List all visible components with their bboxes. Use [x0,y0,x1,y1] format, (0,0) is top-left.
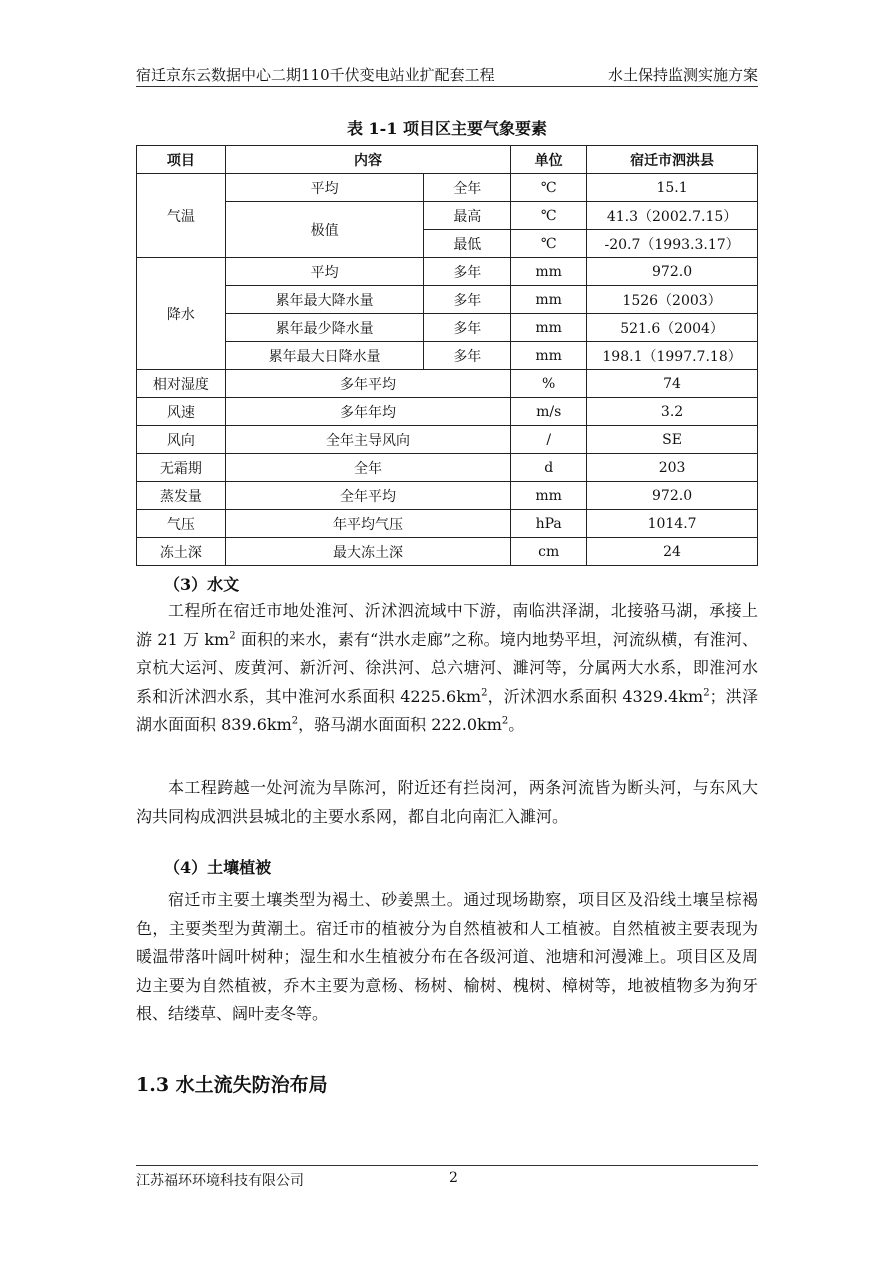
cell-temp-max-unit: ℃ [511,202,587,230]
cell-temp-min-unit: ℃ [511,230,587,258]
cell-temp-min-period: 最低 [424,230,511,258]
cell-temp-ext-label: 极值 [225,202,424,258]
hydrology-text-4: ；洪泽湖水面面积 839.6km [136,686,758,734]
cell-precip-label: 降水 [137,258,226,370]
cell-value: SE [587,426,758,454]
cell-value: 3.2 [587,398,758,426]
col-header-content: 内容 [225,146,510,174]
cell-content: 全年 [225,454,510,482]
table-row [137,426,758,454]
cell-precip-period: 多年 [424,258,511,286]
soil-heading: （4）土壤植被 [164,858,272,877]
cell-temp-min-value: -20.7（1993.3.17） [587,230,758,258]
col-header-item: 项目 [137,146,226,174]
cell-precip-name: 平均 [225,258,424,286]
table-row [137,538,758,566]
table-row [137,258,758,286]
table-row [137,370,758,398]
cell-temp-label: 气温 [137,174,226,258]
cell-precip-unit: mm [511,342,587,370]
cell-precip-period: 多年 [424,342,511,370]
cell-precip-unit: mm [511,258,587,286]
cell-unit: % [511,370,587,398]
table-row [137,202,758,230]
cell-precip-name: 累年最少降水量 [225,314,424,342]
cell-unit: d [511,454,587,482]
table-row [137,510,758,538]
cell-item: 风向 [137,426,226,454]
cell-item: 气压 [137,510,226,538]
cell-content: 多年年均 [225,398,510,426]
cell-content: 多年平均 [225,370,510,398]
hydrology-text-2: 面积的来水，素有“洪水走廊”之称。境内地势平坦，河流纵横，有淮河、京杭大运河、废黄河、新沂河、徐洪河、总六塘河、濉河等，分属两大水系，即淮河水系和沂沭泗水系，其中淮河水系面积 4225.6km [136,629,758,706]
cell-value: 1014.7 [587,510,758,538]
table-row [137,342,758,370]
superscript-2: 2 [481,687,488,699]
table-caption: 表 1-1 项目区主要气象要素 [346,119,548,138]
cell-content: 年平均气压 [225,510,510,538]
cell-value: 24 [587,538,758,566]
cell-unit: hPa [511,510,587,538]
cell-content: 最大冻土深 [225,538,510,566]
cell-precip-period: 多年 [424,314,511,342]
table-row [137,286,758,314]
hydrology-text-5: ，骆马湖水面面积 222.0km [298,715,502,734]
cell-value: 972.0 [587,482,758,510]
cell-content: 全年平均 [225,482,510,510]
header-project-title: 宿迁京东云数据中心二期110千伏变电站业扩配套工程 [136,66,495,84]
hydrology-text-6: 。 [508,715,525,734]
cell-value: 203 [587,454,758,482]
section-heading: 1.3 水土流失防治布局 [136,1074,328,1096]
hydrology-paragraph-2: 本工程跨越一处河流为旱陈河，附近还有拦岗河，两条河流皆为断头河，与东风大沟共同构成泗洪县城北的主要水系网，都自北向南汇入濉河。 [136,778,758,826]
cell-precip-value: 972.0 [587,258,758,286]
col-header-unit: 单位 [511,146,587,174]
table-row [137,398,758,426]
hydrology-text-1: 工程所在宿迁市地处淮河、沂沭泗流域中下游，南临洪泽湖，北接骆马湖，承接上游 21 万 km [136,601,758,649]
superscript-2: 2 [501,715,509,727]
page-header [136,64,758,87]
hydrology-heading: （3）水文 [164,575,240,594]
cell-precip-name: 累年最大降水量 [225,286,424,314]
cell-temp-avg-value: 15.1 [587,174,758,202]
cell-temp-avg-label: 平均 [225,174,424,202]
cell-item: 蒸发量 [137,482,226,510]
soil-paragraph: 宿迁市主要土壤类型为褐土、砂姜黑土。通过现场勘察，项目区及沿线土壤呈棕褐色，主要类型为黄潮土。宿迁市的植被分为自然植被和人工植被。自然植被主要表现为暖温带落叶阔叶树种；湿生和水生植被分布在各级河道、池塘和河漫滩上。项目区及周边主要为自然植被，乔木主要为意杨、杨树、榆树、槐树、樟树等，地被植物多为狗牙根、结缕草、阔叶麦冬等。 [136,890,758,1023]
hydrology-paragraph-1 [136,597,758,740]
cell-value: 74 [587,370,758,398]
superscript-2: 2 [291,715,299,727]
col-header-location: 宿迁市泗洪县 [587,146,758,174]
cell-item: 风速 [137,398,226,426]
cell-temp-max-period: 最高 [424,202,511,230]
cell-precip-value: 1526（2003） [587,286,758,314]
meteorology-table [136,145,758,566]
table-row [137,482,758,510]
cell-precip-period: 多年 [424,286,511,314]
page-footer [136,1165,758,1190]
cell-precip-value: 198.1（1997.7.18） [587,342,758,370]
cell-unit: mm [511,482,587,510]
header-doc-title: 水土保持监测实施方案 [607,66,758,84]
page-number: 2 [449,1170,458,1186]
cell-precip-unit: mm [511,314,587,342]
table-row [137,174,758,202]
cell-temp-avg-period: 全年 [424,174,511,202]
superscript-2: 2 [703,687,710,699]
hydrology-text-3: ，沂沭泗水系面积 4329.4km [487,686,704,706]
superscript-2: 2 [229,630,236,642]
cell-precip-value: 521.6（2004） [587,314,758,342]
cell-unit: m/s [511,398,587,426]
cell-item: 相对湿度 [137,370,226,398]
table-row [137,454,758,482]
cell-temp-avg-unit: ℃ [511,174,587,202]
cell-precip-unit: mm [511,286,587,314]
cell-unit: cm [511,538,587,566]
cell-content: 全年主导风向 [225,426,510,454]
cell-precip-name: 累年最大日降水量 [225,342,424,370]
cell-temp-max-value: 41.3（2002.7.15） [587,202,758,230]
cell-item: 无霜期 [137,454,226,482]
table-row [137,314,758,342]
footer-company: 江苏福环环境科技有限公司 [136,1173,304,1189]
cell-unit: / [511,426,587,454]
cell-item: 冻土深 [137,538,226,566]
table-header-row [137,146,758,174]
